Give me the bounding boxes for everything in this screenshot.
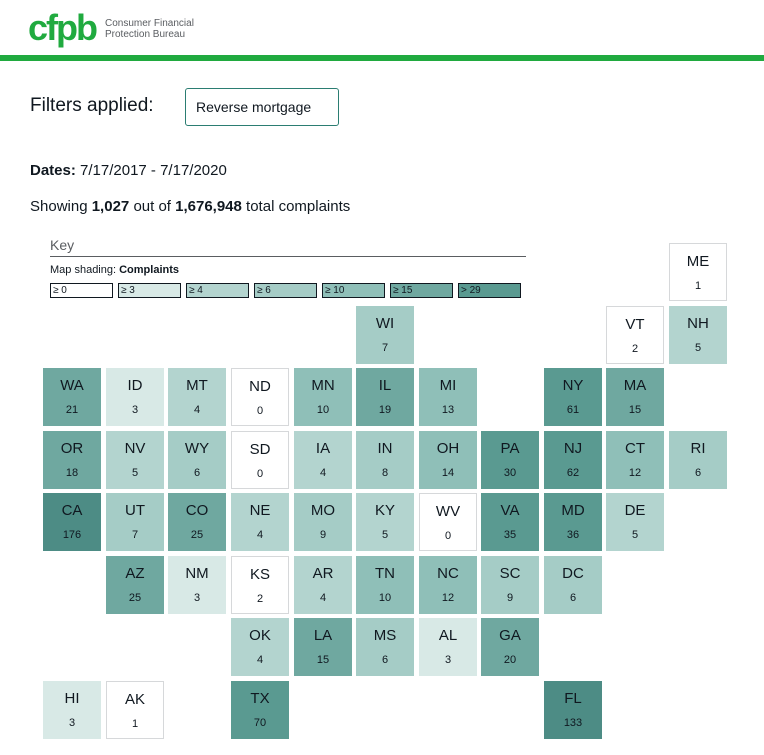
state-tile-mi[interactable] <box>419 368 477 426</box>
state-tile-ri[interactable] <box>669 431 727 489</box>
state-complaint-count: 6 <box>193 467 201 479</box>
summary-middle: out of <box>133 198 171 215</box>
state-tile-id[interactable] <box>106 368 164 426</box>
state-abbr: NC <box>437 565 459 582</box>
state-complaint-count: 25 <box>128 592 142 604</box>
state-complaint-count: 3 <box>193 592 201 604</box>
state-complaint-count: 6 <box>694 467 702 479</box>
state-complaint-count: 2 <box>256 593 264 605</box>
state-abbr: LA <box>313 627 333 644</box>
state-abbr: WV <box>435 503 461 520</box>
key-bin: ≥ 0 <box>50 283 113 298</box>
state-tile-nj[interactable] <box>544 431 602 489</box>
state-abbr: CA <box>61 502 83 519</box>
complaint-summary <box>30 198 350 216</box>
state-tile-hi[interactable] <box>43 681 101 739</box>
state-abbr: MI <box>439 377 457 394</box>
state-abbr: NH <box>687 315 709 332</box>
state-abbr: NE <box>249 502 271 519</box>
state-tile-fl[interactable] <box>544 681 602 739</box>
state-tile-nc[interactable] <box>419 556 477 614</box>
state-abbr: ND <box>249 378 271 395</box>
state-abbr: ID <box>127 377 143 394</box>
key-shading-label: Map shading: <box>50 264 117 276</box>
state-complaint-count: 12 <box>441 592 455 604</box>
key-bin: ≥ 6 <box>254 283 317 298</box>
summary-prefix: Showing <box>30 198 88 215</box>
state-tile-me[interactable] <box>669 243 727 301</box>
state-tile-tn[interactable] <box>356 556 414 614</box>
summary-suffix: total complaints <box>246 198 351 215</box>
state-complaint-count: 1 <box>694 280 702 292</box>
state-tile-ok[interactable] <box>231 618 289 676</box>
map-key <box>50 236 526 301</box>
state-tile-al[interactable] <box>419 618 477 676</box>
state-abbr: VT <box>625 316 645 333</box>
state-complaint-count: 8 <box>381 467 389 479</box>
key-title: Key <box>50 236 526 257</box>
state-abbr: MD <box>561 502 585 519</box>
state-tile-ak[interactable] <box>106 681 164 739</box>
state-complaint-count: 2 <box>631 343 639 355</box>
state-tile-dc[interactable] <box>544 556 602 614</box>
state-complaint-count: 13 <box>441 404 455 416</box>
state-abbr: MN <box>311 377 335 394</box>
state-complaint-count: 5 <box>631 529 639 541</box>
key-bin: ≥ 10 <box>322 283 385 298</box>
state-tile-nh[interactable] <box>669 306 727 364</box>
state-abbr: PA <box>500 440 520 457</box>
state-tile-ks[interactable] <box>231 556 289 614</box>
key-bin: > 29 <box>458 283 521 298</box>
state-tile-tx[interactable] <box>231 681 289 739</box>
state-complaint-count: 25 <box>190 529 204 541</box>
state-complaint-count: 4 <box>256 529 264 541</box>
filters-label: Filters applied: <box>30 95 154 116</box>
state-tile-ma[interactable] <box>606 368 664 426</box>
summary-total-count: 1,676,948 <box>175 198 242 215</box>
state-tile-in[interactable] <box>356 431 414 489</box>
state-complaint-count: 21 <box>65 404 79 416</box>
state-abbr: ME <box>686 253 710 270</box>
key-bin: ≥ 4 <box>186 283 249 298</box>
agency-name-line2: Protection Bureau <box>105 29 186 40</box>
state-complaint-count: 0 <box>444 530 452 542</box>
state-complaint-count: 15 <box>628 404 642 416</box>
state-complaint-count: 3 <box>68 717 76 729</box>
state-complaint-count: 5 <box>694 342 702 354</box>
state-abbr: IN <box>377 440 393 457</box>
state-tile-ut[interactable] <box>106 493 164 551</box>
state-complaint-count: 62 <box>566 467 580 479</box>
agency-name <box>105 18 194 40</box>
date-range-value: 7/17/2017 - 7/17/2020 <box>80 162 227 179</box>
state-tile-ct[interactable] <box>606 431 664 489</box>
state-complaint-count: 20 <box>503 654 517 666</box>
state-tile-de[interactable] <box>606 493 664 551</box>
filter-chip-reverse-mortgage[interactable]: Reverse mortgage <box>185 88 339 126</box>
key-shading-value: Complaints <box>119 264 180 276</box>
state-complaint-count: 14 <box>441 467 455 479</box>
state-complaint-count: 1 <box>131 718 139 730</box>
date-range-label: Dates: <box>30 162 76 179</box>
date-range <box>30 162 227 180</box>
state-abbr: AK <box>124 691 145 708</box>
state-tile-wv[interactable] <box>419 493 477 551</box>
state-complaint-count: 15 <box>316 654 330 666</box>
state-complaint-count: 176 <box>62 529 82 541</box>
state-abbr: MA <box>623 377 647 394</box>
state-tile-wy[interactable] <box>168 431 226 489</box>
state-abbr: TN <box>375 565 395 582</box>
state-abbr: SC <box>499 565 521 582</box>
state-abbr: DC <box>562 565 584 582</box>
state-tile-il[interactable] <box>356 368 414 426</box>
state-complaint-count: 133 <box>563 717 583 729</box>
state-tile-wi[interactable] <box>356 306 414 364</box>
state-complaint-count: 61 <box>566 404 580 416</box>
state-complaint-count: 30 <box>503 467 517 479</box>
state-abbr: OH <box>436 440 460 457</box>
state-abbr: MT <box>186 377 208 394</box>
state-complaint-count: 12 <box>628 467 642 479</box>
state-abbr: SD <box>249 441 271 458</box>
state-abbr: TX <box>250 690 270 707</box>
state-abbr: IA <box>315 440 331 457</box>
state-complaint-count: 5 <box>381 529 389 541</box>
state-complaint-count: 35 <box>503 529 517 541</box>
state-complaint-count: 4 <box>319 592 327 604</box>
state-complaint-count: 36 <box>566 529 580 541</box>
state-abbr: WY <box>184 440 210 457</box>
state-complaint-count: 7 <box>381 342 389 354</box>
state-tile-sd[interactable] <box>231 431 289 489</box>
state-tile-ar[interactable] <box>294 556 352 614</box>
state-abbr: MS <box>373 627 397 644</box>
summary-shown-count: 1,027 <box>91 198 130 215</box>
state-tile-mo[interactable] <box>294 493 352 551</box>
state-complaint-count: 4 <box>319 467 327 479</box>
state-tile-ne[interactable] <box>231 493 289 551</box>
state-abbr: OR <box>60 440 84 457</box>
state-abbr: OK <box>249 627 271 644</box>
state-abbr: NY <box>562 377 584 394</box>
state-complaint-count: 9 <box>506 592 514 604</box>
state-tile-sc[interactable] <box>481 556 539 614</box>
state-abbr: UT <box>125 502 145 519</box>
state-abbr: VA <box>500 502 520 519</box>
state-abbr: WA <box>60 377 84 394</box>
state-tile-mt[interactable] <box>168 368 226 426</box>
state-tile-az[interactable] <box>106 556 164 614</box>
state-tile-nv[interactable] <box>106 431 164 489</box>
state-tile-ky[interactable] <box>356 493 414 551</box>
state-abbr: WI <box>375 315 395 332</box>
state-abbr: DE <box>624 502 646 519</box>
cfpb-logo[interactable]: cfpb <box>28 7 96 48</box>
state-tile-nm[interactable] <box>168 556 226 614</box>
state-abbr: KS <box>249 566 270 583</box>
state-abbr: HI <box>64 690 80 707</box>
key-bins <box>50 283 526 301</box>
state-abbr: RI <box>690 440 706 457</box>
state-abbr: CT <box>625 440 645 457</box>
state-complaint-count: 4 <box>193 404 201 416</box>
state-complaint-count: 10 <box>378 592 392 604</box>
state-tile-vt[interactable] <box>606 306 664 364</box>
state-abbr: KY <box>374 502 395 519</box>
state-complaint-count: 4 <box>256 654 264 666</box>
state-tile-va[interactable] <box>481 493 539 551</box>
state-abbr: AR <box>312 565 334 582</box>
state-complaint-count: 7 <box>131 529 139 541</box>
state-tile-ga[interactable] <box>481 618 539 676</box>
state-complaint-count: 9 <box>319 529 327 541</box>
header-divider <box>0 55 764 61</box>
state-abbr: NV <box>124 440 146 457</box>
state-complaint-count: 6 <box>569 592 577 604</box>
state-abbr: FL <box>564 690 582 707</box>
state-tile-pa[interactable] <box>481 431 539 489</box>
site-header <box>0 0 764 55</box>
state-tile-ny[interactable] <box>544 368 602 426</box>
state-complaint-count: 6 <box>381 654 389 666</box>
state-tile-mn[interactable] <box>294 368 352 426</box>
state-abbr: AL <box>438 627 458 644</box>
state-tile-wa[interactable] <box>43 368 101 426</box>
agency-name-line1: Consumer Financial <box>105 18 194 29</box>
key-bin: ≥ 15 <box>390 283 453 298</box>
state-complaint-count: 3 <box>444 654 452 666</box>
state-complaint-count: 0 <box>256 468 264 480</box>
state-complaint-count: 0 <box>256 405 264 417</box>
state-tile-md[interactable] <box>544 493 602 551</box>
state-abbr: AZ <box>125 565 145 582</box>
state-tile-oh[interactable] <box>419 431 477 489</box>
state-abbr: GA <box>499 627 521 644</box>
state-tile-or[interactable] <box>43 431 101 489</box>
state-complaint-count: 70 <box>253 717 267 729</box>
state-tile-la[interactable] <box>294 618 352 676</box>
state-abbr: CO <box>185 502 209 519</box>
state-complaint-count: 3 <box>131 404 139 416</box>
state-abbr: IL <box>378 377 392 394</box>
state-tile-co[interactable] <box>168 493 226 551</box>
key-bin: ≥ 3 <box>118 283 181 298</box>
state-complaint-count: 5 <box>131 467 139 479</box>
state-tile-ca[interactable] <box>43 493 101 551</box>
state-tile-ia[interactable] <box>294 431 352 489</box>
state-abbr: NJ <box>563 440 583 457</box>
state-abbr: MO <box>310 502 336 519</box>
state-abbr: NM <box>185 565 209 582</box>
key-shading <box>50 263 526 277</box>
state-complaint-count: 19 <box>378 404 392 416</box>
state-tile-ms[interactable] <box>356 618 414 676</box>
state-complaint-count: 18 <box>65 467 79 479</box>
state-tile-nd[interactable] <box>231 368 289 426</box>
state-complaint-count: 10 <box>316 404 330 416</box>
